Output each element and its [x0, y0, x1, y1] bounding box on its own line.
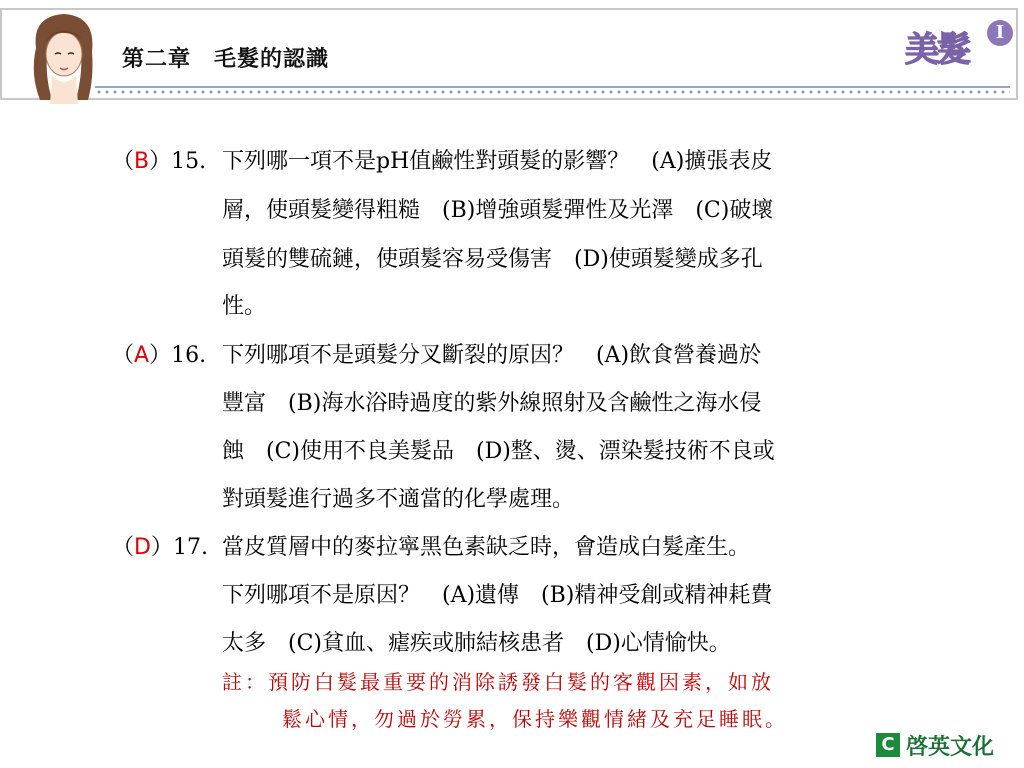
publisher-mark-icon: C — [876, 733, 900, 757]
logo-text: 美髮 — [905, 30, 969, 70]
hairdressing-logo — [905, 18, 1017, 78]
chapter-title: 第二章 毛髮的認識 — [122, 47, 330, 72]
answer-slot: （B）15. — [112, 149, 207, 174]
question-line: 層，使頭髮變得粗糙 (B)增強頭髮彈性及光澤 (C)破壞 — [222, 198, 774, 223]
question-line: 下列哪一項不是pH值鹼性對頭髮的影響？ (A)擴張表皮 — [222, 149, 773, 174]
question-number: 15. — [171, 149, 207, 174]
header — [0, 0, 1024, 108]
question-line: 蝕 (C)使用不良美髮品 (D)整、燙、漂染髮技術不良或 — [222, 439, 775, 464]
question-line: 當皮質層中的麥拉寧黑色素缺乏時，會造成白髮產生。 — [222, 535, 751, 560]
answer-slot: （D）17. — [112, 535, 208, 560]
note-line: 鬆心情，勿過於勞累，保持樂觀情緒及充足睡眠。 — [282, 707, 788, 731]
answer-letter: B — [134, 149, 150, 174]
answer-letter: D — [134, 535, 151, 560]
answer-letter: A — [134, 343, 150, 368]
question-line: 下列哪項不是頭髮分叉斷裂的原因？ (A)飲食營養過於 — [222, 343, 762, 368]
publisher-logo — [876, 730, 994, 760]
note-line: 註：預防白髮最重要的消除誘發白髮的客觀因素，如放 — [222, 670, 774, 694]
question-line: 對頭髮進行過多不適當的化學處理。 — [222, 487, 575, 512]
publisher-name: 啓英文化 — [906, 733, 995, 760]
question-number: 16. — [171, 343, 207, 368]
answer-slot: （A）16. — [112, 343, 207, 368]
header-dotted-divider — [95, 86, 1010, 96]
question-line: 性。 — [222, 294, 267, 319]
question-line: 頭髮的雙硫鏈，使頭髮容易受傷害 (D)使頭髮變成多孔 — [222, 247, 763, 272]
question-line: 太多 (C)貧血、瘧疾或肺結核患者 (D)心情愉快。 — [222, 631, 731, 656]
question-line: 豐富 (B)海水浴時過度的紫外線照射及含鹼性之海水侵 — [222, 391, 762, 416]
logo-roman-numeral: I — [987, 20, 1013, 46]
question-line: 下列哪項不是原因？ (A)遺傳 (B)精神受創或精神耗費 — [222, 583, 773, 608]
question-number: 17. — [172, 535, 208, 560]
